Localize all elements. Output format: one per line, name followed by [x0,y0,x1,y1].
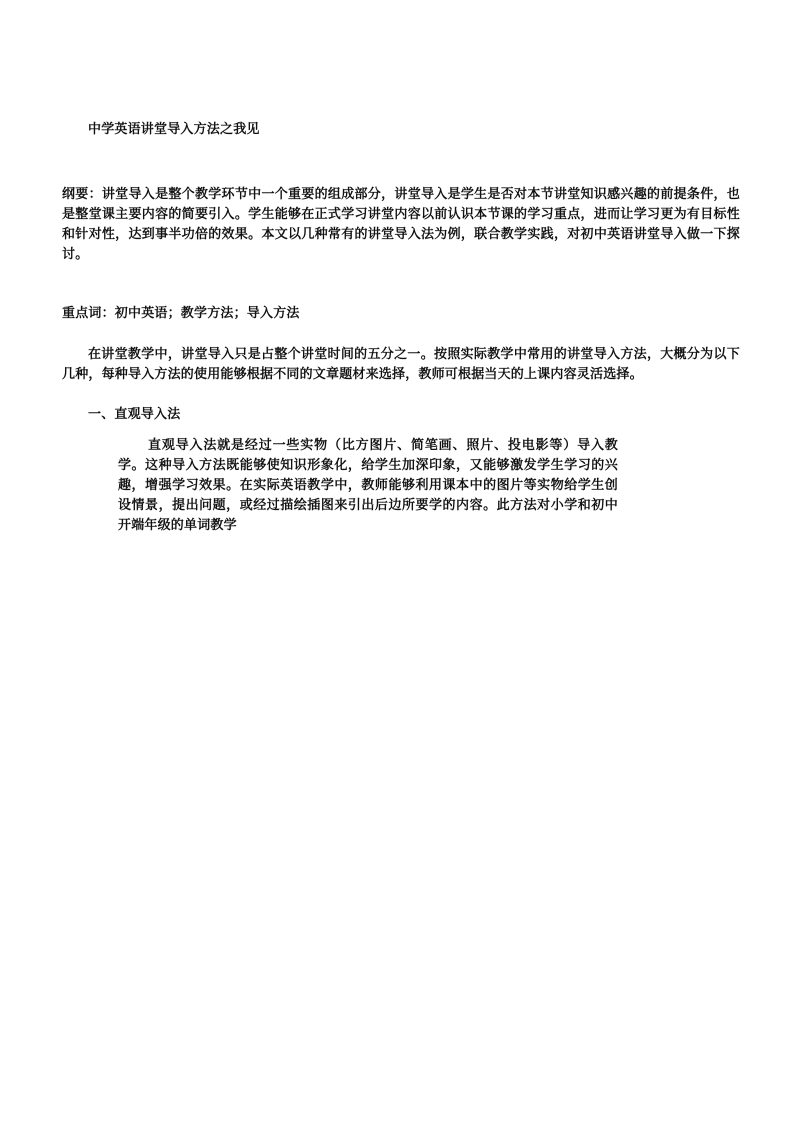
section-heading: 一、直观导入法 [88,407,181,422]
section-body-paragraph: 直观导入法就是经过一些实物（比方图片、简笔画、照片、投电影等）导入教学。这种导入方法既能够使知识形象化，给学生加深印象，又能够激发学生学习的兴趣，增强学习效果。在实际英语教学中，教师能够利用课本中的图片等实物给学生创设情景，提出问题，或经过描绘插图来引出后边所要学的内容。此方法对小学和初中开端年级的单词教学 [118,438,618,533]
document-title: 中学英语讲堂导入方法之我见 [88,122,260,137]
keywords-line: 重点词：初中英语；教学方法；导入方法 [62,306,300,321]
abstract-paragraph: 纲要：讲堂导入是整个教学环节中一个重要的组成部分，讲堂导入是学生是否对本节讲堂知识感兴趣的前提条件，也是整堂课主要内容的简要引入。学生能够在正式学习讲堂内容以前认识本节课的学习重点，进而让学习更为有目标性和针对性，达到事半功倍的效果。本文以几种常有的讲堂导入法为例，联合教学实践，对初中英语讲堂导入做一下探讨。 [62,187,740,262]
intro-paragraph: 在讲堂教学中，讲堂导入只是占整个讲堂时间的五分之一。按照实际教学中常用的讲堂导入方法，大概分为以下几种，每种导入方法的使用能够根据不同的文章题材来选择，教师可根据当天的上课内容灵活选择。 [62,347,740,382]
